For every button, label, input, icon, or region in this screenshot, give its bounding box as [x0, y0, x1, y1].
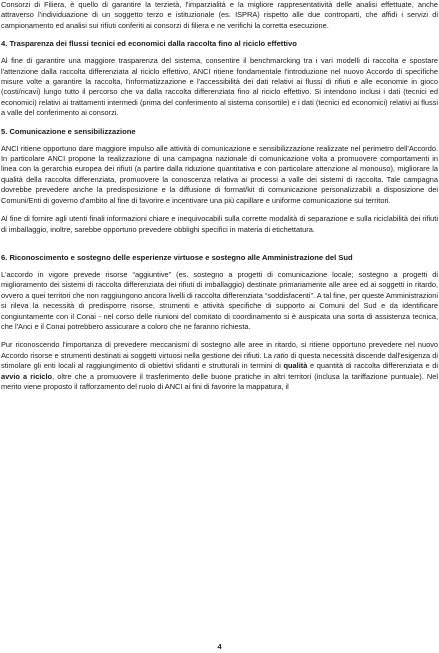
page-number: 4 — [217, 642, 222, 651]
italic-text: ratio — [274, 350, 289, 360]
section-heading-6: 6. Riconoscimento e sostegno delle esperienze virtuose e sostegno alle Amministrazione del Sud — [1, 252, 353, 262]
section-heading-4: 4. Trasparenza dei flussi tecnici ed economici dalla raccolta fino al riciclo effettivo — [1, 39, 297, 49]
paragraph-section-6b — [1, 340, 438, 392]
paragraph-section-4: Al fine di garantire una maggiore trasparenza del sistema, consentire il benchmarcking tra i vari modelli di raccolta e spostare l'attenzione dalla raccolta differenziata al riciclo effettivo, ANCI ritiene fondamentale l'introduzione nel nuovo Accordo di specifiche misure volte a garantire la raccolta, l'informatizzazione e l'accessibilità dei dati relativi ai flussi di rifiuti e alle economie in gioco (costi/ricavi) lungo tutto il percorso che va dalla raccolta differenziata fino al riciclo effettivo. Si intendono inclusi i dati (tecnici ed economici) relativi ai trattamenti intermedi (prima del conferimento al sistema consortile) e i dati (tecnici ed economici) relativi ai flussi a valle del conferimento ai consorzi. — [1, 56, 438, 118]
text-run: , oltre che a promuovere il trasferimento delle buone pratiche in altri territori (inclusa la tariffazione puntuale). Nel merito viene proposto il rafforzamento del ruolo di ANCI ai fini di favorire la mappatura, il — [1, 371, 438, 391]
paragraph-section-5a: ANCI ritiene opportuno dare maggiore impulso alle attività di comunicazione e sensibilizzazione realizzate nel perimetro dell'Accordo. In particolare ANCI propone la realizzazione di una campagna nazionale di comunicazione volta a promuovere comportamenti in linea con la gerarchia europea dei rifiuti (a partire dalla riduzione quantitativa e con particolare attenzione al monouso), migliorare la qualità della raccolta differenziata, promuovere la conoscenza relativa ai processi a valle dei sistemi di raccolta. Tale campagna dovrebbe prevedere anche la predisposizione e la diffusione di format/kit di comunicazione personalizzabili a disposizione dei Comuni/Enti di governo d'ambito al fine di favorire e incentivare una più capillare e uniforme comunicazione sui territori. — [1, 143, 438, 205]
text-run: Pur riconoscendo l'importanza di prevedere meccanismi di sostegno alle aree in ritardo, si ritiene opportuno prevedere nel nuovo Accordo risorse e strumenti destinati ai soggetti virtuosi nella gestione dei rifiuti. La — [1, 340, 438, 360]
paragraph-section-5b: Al fine di fornire agli utenti finali informazioni chiare e inequivocabili sulla corrette modalità di separazione e sulla riciclabilità dei rifiuti di imballaggio, inoltre, sarebbe opportuno prevedere obblighi specifici in materia di etichettatura. — [1, 214, 438, 234]
text-run: di questa necessità discende dall'esigenza di stimolare gli enti locali al raggiungimento di obiettivi sfidanti e strutturali in termini di — [1, 350, 439, 371]
text-run: e quantità di raccolta differenziata e di — [307, 361, 439, 371]
section-heading-5: 5. Comunicazione e sensibilizzazione — [1, 126, 136, 136]
bold-text: avvio a riciclo — [1, 371, 53, 381]
bold-text: qualità — [283, 361, 308, 371]
paragraph-section-6a: L'accordo in vigore prevede risorse “aggiuntive” (es. sostegno a progetti di comunicazione locale; sostegno a progetti di miglioramento dei sistemi di raccolta differenziata dei rifiuti di imballaggio) destinate primariamente alle aree ed ai soggetti in ritardo, ovvero a quei territori che non raggiungono ancora livelli di raccolta differenziata “soddisfacenti”. A tal fine, per queste Amministrazioni si rileva la necessità di predisporre risorse, strumenti e attività specifiche di supporto ai Comuni del Sud e da identificare congiuntamente con il Conai - nel corso delle riunioni del comitato di coordinamento si è auspicata una sorta di assistenza tecnica, che l'Anci e il Conai potrebbero assicurare a coloro che ne faranno richiesta. — [1, 269, 438, 331]
paragraph-intro: Consorzi di Filiera, è quello di garantire la terzietà, l'imparzialità e la migliore rappresentatività delle analisi effettuate, anche attraverso l'individuazione di un soggetto terzo e istituzionale (es. ISPRA) rispetto alle due controparti, che affidi i servizi di campionamento ed analisi sui rifiuti conferiti ai consorzi di filiera e ne verifichi la corretta esecuzione. — [1, 0, 438, 30]
